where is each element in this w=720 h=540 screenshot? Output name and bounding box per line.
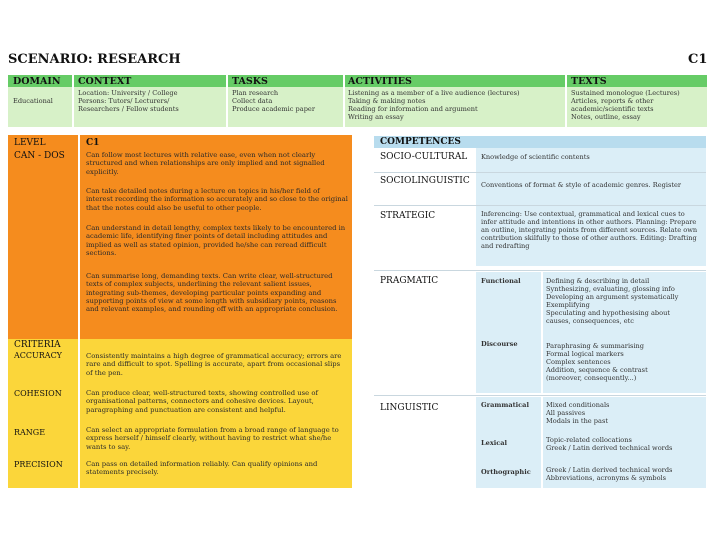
text-line: academic/scientific texts (571, 105, 654, 113)
sociolinguistic-label: SOCIOLINGUISTIC (380, 176, 470, 186)
functional-label: Functional (481, 277, 521, 285)
discourse-item: (moreover, consequently...) (546, 374, 637, 382)
text-line: Articles, reports & other (571, 97, 654, 105)
functional-item: Exemplifying (546, 301, 590, 309)
criterion-text: Consistently maintains a high degree of grammatical accuracy; errors are rare and difficult to spot. Spelling is accurate, apart from occasional slips of the pen. (86, 352, 342, 377)
context-line: Persons: Tutors/ Lecturers/ (78, 97, 170, 105)
discourse-item: Paraphrasing & summarising (546, 342, 645, 350)
col-activities-header: ACTIVITIES (348, 76, 412, 87)
activity-line: Writing an essay (348, 113, 404, 121)
discourse-item: Addition, sequence & contrast (546, 366, 648, 374)
context-line: Researchers / Fellow students (78, 105, 179, 113)
lexical-label: Lexical (481, 439, 508, 447)
criterion-text: Can produce clear, well-structured texts, showing controlled use of organisational patterns, connectors and cohesive devices. Layout, paragraphing and punctuation are consistent and helpful. (86, 389, 318, 414)
strategic-label: STRATEGIC (380, 211, 436, 221)
level-label: LEVEL (14, 138, 46, 148)
sociolinguistic-text: Conventions of format & style of academic genres. Register (481, 181, 682, 189)
scenario-title: SCENARIO: RESEARCH (8, 52, 181, 67)
pragmatic-label: PRAGMATIC (380, 276, 439, 286)
grammatical-item: Modals in the past (546, 417, 608, 425)
socio-cultural-label: SOCIO-CULTURAL (380, 152, 468, 162)
socio-cultural-text: Knowledge of scientific contents (481, 153, 590, 161)
can-do-item: Can understand in detail lengthy, complex texts likely to be encountered in academic life, identifying finer points of detail including attitudes and implied as well as stated opinion, provided he/she can reread difficult sections. (86, 224, 346, 257)
level-value: C1 (86, 138, 100, 148)
functional-item: Speculating and hypothesising about (546, 309, 670, 317)
linguistic-label: LINGUISTIC (380, 403, 439, 413)
activity-line: Taking & making notes (348, 97, 426, 105)
top-table (8, 75, 707, 127)
level-code: C1 (688, 52, 708, 67)
criteria-label: CRITERIA (14, 340, 61, 350)
functional-item: Developing an argument systematically (546, 293, 679, 301)
discourse-label: Discourse (481, 340, 518, 348)
criterion-text: Can select an appropriate formulation from a broad range of language to express herself / himself clearly, without having to restrict what she/he wants to say. (86, 426, 339, 451)
criterion-label: ACCURACY (14, 351, 62, 360)
orthographic-label: Orthographic (481, 468, 531, 476)
criterion-label: COHESION (14, 389, 62, 398)
competences-label: COMPETENCES (380, 137, 461, 147)
functional-item: causes, consequences, etc (546, 317, 634, 325)
discourse-item: Formal logical markers (546, 350, 624, 358)
context-line: Location: University / College (78, 89, 178, 97)
col-domain-header: DOMAIN (13, 76, 61, 87)
col-tasks-header: TASKS (232, 76, 268, 87)
can-do-item: Can summarise long, demanding texts. Can write clear, well-structured texts of complex subjects, underlining the relevant salient issues, integrating sub-themes, developing particular points expanding and supporting points of view at some length with subsidiary points, reasons and relevant examples, and rounding off with an appropriate conclusion. (86, 272, 338, 314)
task-line: Produce academic paper (232, 105, 315, 113)
discourse-item: Complex sentences (546, 358, 611, 366)
criterion-text: Can pass on detailed information reliably. Can qualify opinions and statements precisely. (86, 460, 318, 477)
orthographic-item: Greek / Latin derived technical words (546, 466, 673, 474)
can-do-item: Can follow most lectures with relative ease, even when not clearly structured and when relationships are only implied and not signalled explicitly. (86, 151, 325, 176)
task-line: Plan research (232, 89, 279, 97)
grammatical-item: Mixed conditionals (546, 401, 610, 409)
grammatical-label: Grammatical (481, 401, 529, 409)
criterion-label: RANGE (14, 428, 46, 437)
functional-item: Defining & describing in detail (546, 277, 650, 285)
strategic-text: Inferencing: Use contextual, grammatical and lexical cues to infer attitude and intentions in other authors. Planning: Prepare an outline, integrating points from different sources. Relate own contribution skilfully to those of other authors. Editing: Drafting and redrafting (481, 210, 698, 250)
lexical-item: Topic-related collocations (546, 436, 632, 444)
criterion-label: PRECISION (14, 460, 63, 469)
activity-line: Listening as a member of a live audience (lectures) (348, 89, 520, 97)
text-line: Sustained monologue (Lectures) (571, 89, 680, 97)
can-dos-label: CAN - DOS (14, 151, 65, 161)
activity-line: Reading for information and argument (348, 105, 478, 113)
grammatical-item: All passives (546, 409, 586, 417)
text-line: Notes, outline, essay (571, 113, 641, 121)
lexical-item: Greek / Latin derived technical words (546, 444, 673, 452)
orthographic-item: Abbreviations, acronyms & symbols (546, 474, 667, 482)
col-texts-header: TEXTS (571, 76, 607, 87)
col-context-header: CONTEXT (78, 76, 132, 87)
can-do-item: Can take detailed notes during a lecture on topics in his/her field of interest recording the information so accurately and so close to the original that the notes could also be useful to other people. (86, 187, 348, 212)
functional-item: Synthesizing, evaluating, glossing info (546, 285, 675, 293)
domain-value: Educational (13, 97, 53, 105)
task-line: Collect data (232, 97, 273, 105)
